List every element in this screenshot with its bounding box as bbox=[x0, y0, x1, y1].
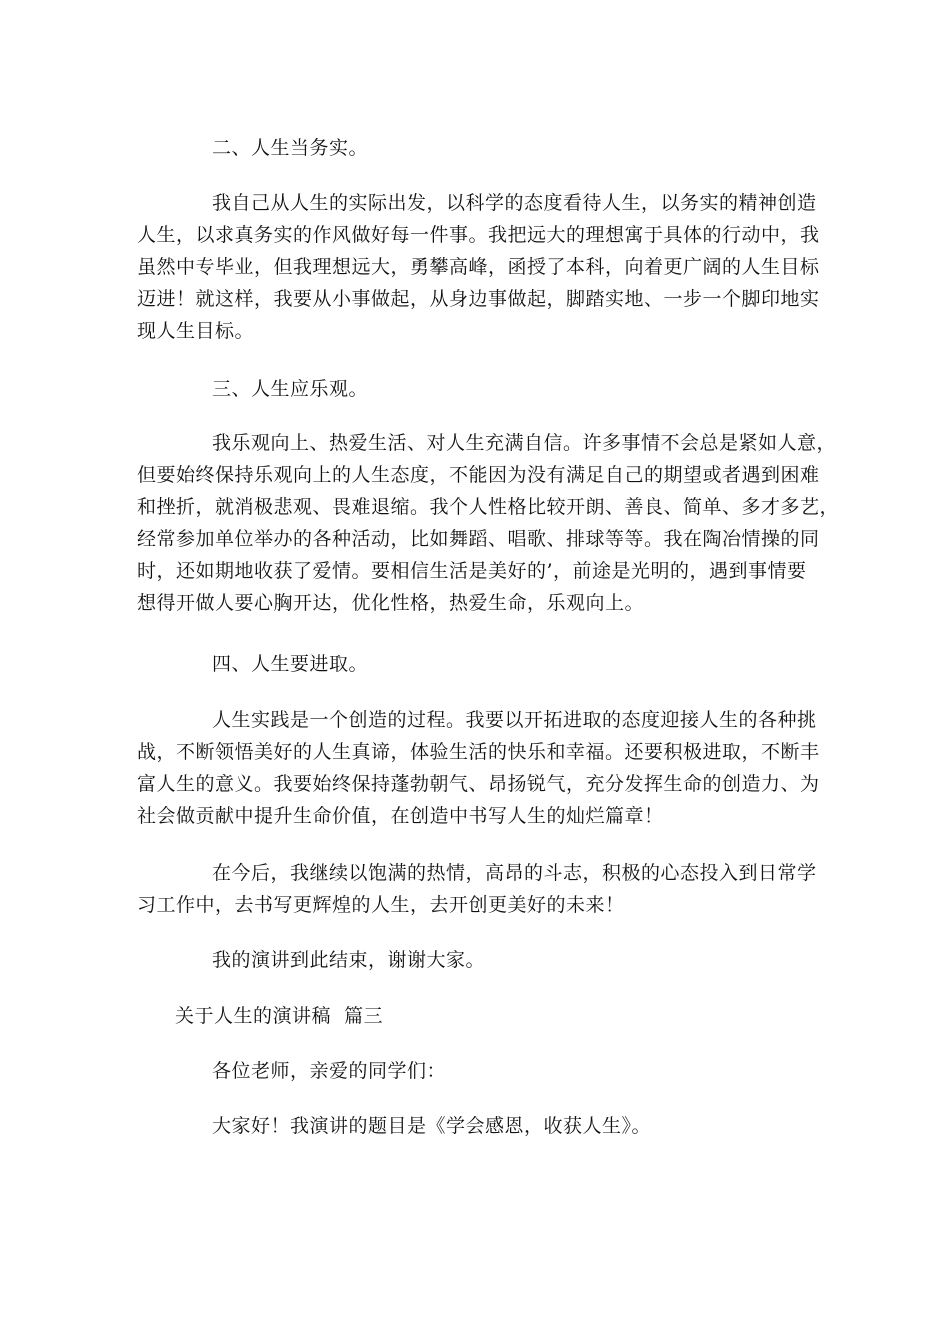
text-line: 关于人生的演讲稿 篇三 bbox=[175, 1005, 384, 1027]
text-line: 在今后，我继续以饱满的热情，高昂的斗志，积极的心态投入到日常学 bbox=[212, 862, 817, 884]
text-line: 我的演讲到此结束，谢谢大家。 bbox=[212, 949, 486, 971]
text-line: 社会做贡献中提升生命价值，在创造中书写人生的灿烂篇章！ bbox=[137, 805, 664, 827]
text-line: 想得开做人要心胸开达，优化性格，热爱生命，乐观向上。 bbox=[137, 592, 645, 614]
text-line: 四、人生要进取。 bbox=[212, 653, 369, 675]
text-line: 我自己从人生的实际出发，以科学的态度看待人生，以务实的精神创造 bbox=[212, 192, 817, 214]
text-line: 二、人生当务实。 bbox=[212, 137, 369, 159]
text-line: 但要始终保持乐观向上的人生态度，不能因为没有满足自己的期望或者遇到困难 bbox=[137, 464, 820, 486]
text-line: 战，不断领悟美好的人生真谛，体验生活的快乐和幸福。还要积极进取，不断丰 bbox=[137, 741, 820, 763]
text-line: 人生实践是一个创造的过程。我要以开拓进取的态度迎接人生的各种挑 bbox=[212, 709, 817, 731]
text-line: 大家好！我演讲的题目是《学会感恩，收获人生》。 bbox=[212, 1115, 652, 1137]
text-line: 习工作中，去书写更辉煌的人生，去开创更美好的未来！ bbox=[137, 894, 625, 916]
text-line: 三、人生应乐观。 bbox=[212, 378, 369, 400]
text-line: 经常参加单位举办的各种活动，比如舞蹈、唱歌、排球等等。我在陶冶情操的同 bbox=[137, 528, 820, 550]
text-line: 和挫折，就消极悲观、畏难退缩。我个人性格比较开朗、善良、简单、多才多艺， bbox=[137, 496, 840, 518]
text-line: 时，还如期地收获了爱情。要相信生活是美好的’，前途是光明的，遇到事情要 bbox=[137, 560, 807, 582]
text-line: 迈进！就这样，我要从小事做起，从身边事做起，脚踏实地、一步一个脚印地实 bbox=[137, 288, 820, 310]
text-line: 虽然中专毕业，但我理想远大，勇攀高峰，函授了本科，向着更广阔的人生目标 bbox=[137, 256, 820, 278]
text-line: 我乐观向上、热爱生活、对人生充满自信。许多事情不会总是紧如人意， bbox=[212, 432, 837, 454]
text-line: 富人生的意义。我要始终保持蓬勃朝气、昂扬锐气，充分发挥生命的创造力、为 bbox=[137, 773, 820, 795]
text-line: 各位老师，亲爱的同学们： bbox=[212, 1060, 447, 1082]
text-line: 现人生目标。 bbox=[137, 320, 255, 342]
text-line: 人生，以求真务实的作风做好每一件事。我把远大的理想寓于具体的行动中，我 bbox=[137, 224, 820, 246]
